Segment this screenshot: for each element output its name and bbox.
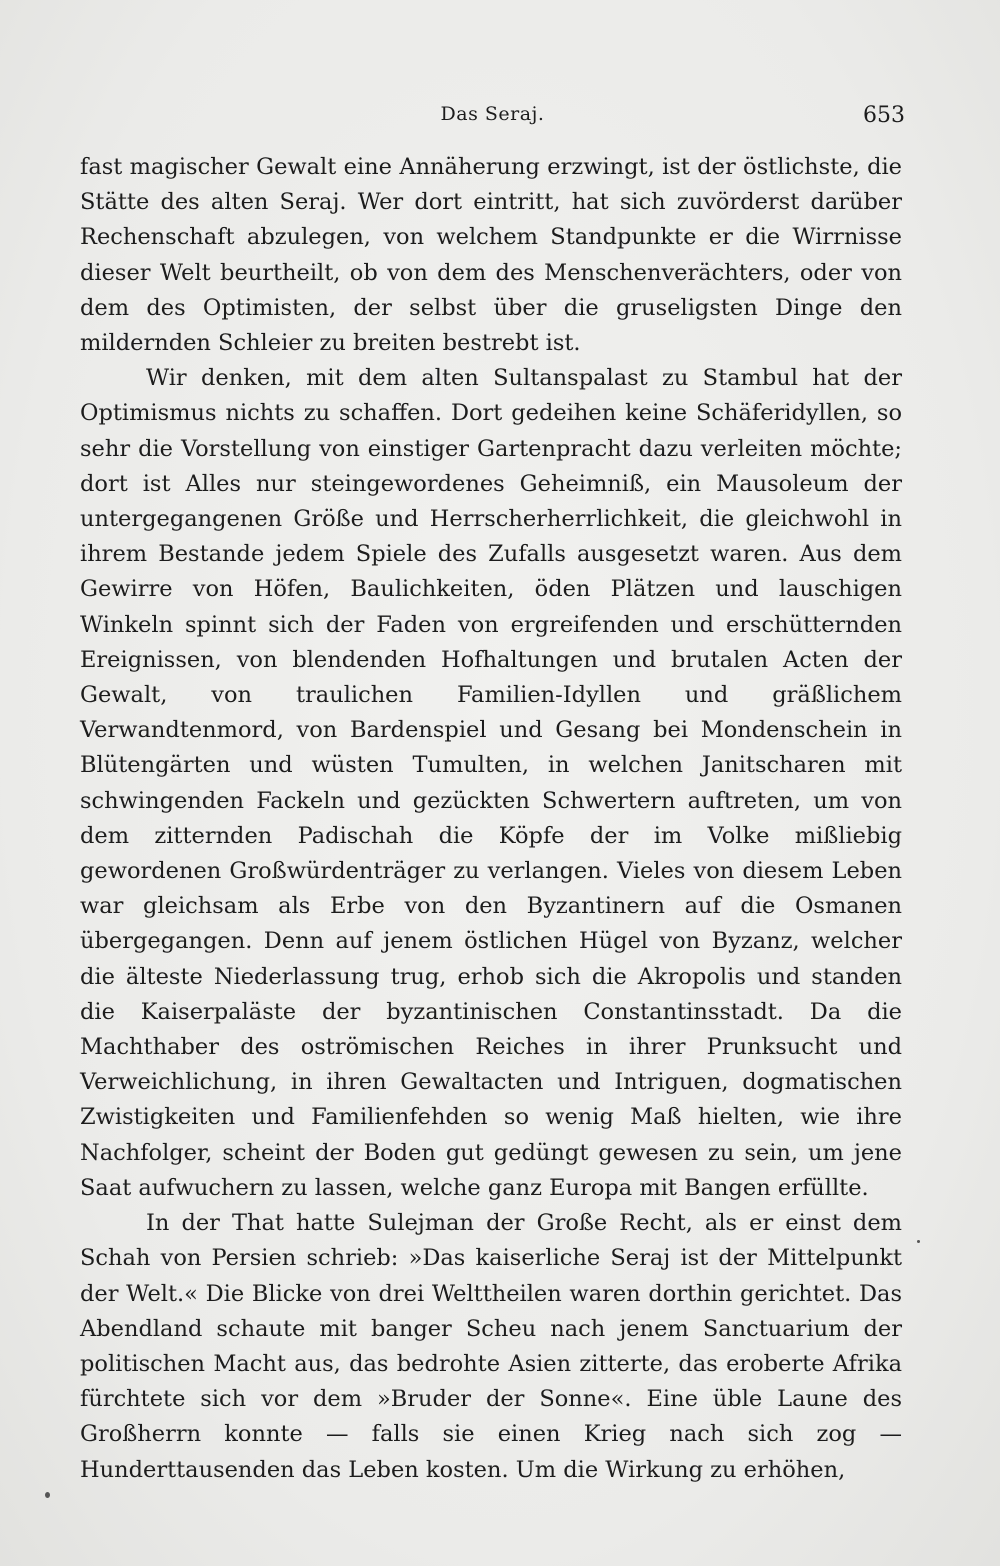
paragraph: In der That hatte Sulejman der Große Recht, als er einst dem Schah von Persien schrieb: »Das kaiserliche Seraj ist der Mittelpunkt der Welt.« Die Blicke von drei Welttheilen waren dorthin gerichtet. Das Abendland schaute mit banger Scheu nach jenem Sanctuarium der politischen Macht aus, das bedrohte Asien zitterte, das eroberte Afrika fürchtete sich vor dem »Bruder der Sonne«. Eine üble Laune des Großherrn konnte — falls sie einen Krieg nach sich zog — Hunderttausenden das Leben kosten. Um die Wirkung zu erhöhen,	[80, 1210, 902, 1483]
body-text	[80, 150, 902, 1488]
page-header	[80, 103, 905, 133]
paragraph: Wir denken, mit dem alten Sultanspalast zu Stambul hat der Optimismus nichts zu schaffen. Dort gedeihen keine Schäferidyllen, so sehr die Vorstellung von einstiger Gartenpracht dazu verleiten möchte; dort ist Alles nur steingewordenes Geheimniß, ein Mausoleum der untergegangenen Größe und Herrscherherrlichkeit, die gleichwohl in ihrem Bestande jedem Spiele des Zufalls ausgesetzt waren. Aus dem Gewirre von Höfen, Baulichkeiten, öden Plätzen und lauschigen Winkeln spinnt sich der Faden von ergreifenden und erschütternden Ereignissen, von blendenden Hofhaltungen und brutalen Acten der Gewalt, von traulichen Familien-Idyllen und gräßlichem Verwandtenmord, von Bardenspiel und Gesang bei Mondenschein in Blütengärten und wüsten Tumulten, in welchen Janitscharen mit schwingenden Fackeln und gezückten Schwertern auftreten, um von dem zitternden Padischah die Köpfe der im Volke mißliebig gewordenen Großwürdenträger zu verlangen. Vieles von diesem Leben war gleichsam als Erbe von den Byzantinern auf die Osmanen übergegangen. Denn auf jenem östlichen Hügel von Byzanz, welcher die älteste Niederlassung trug, erhob sich die Akropolis und standen die Kaiserpaläste der byzantinischen Constantinsstadt. Da die Machthaber des oströmischen Reiches in ihrer Prunksucht und Verweichlichung, in ihren Gewaltacten und Intriguen, dogmatischen Zwistigkeiten und Familienfehden so wenig Maß hielten, wie ihre Nachfolger, scheint der Boden gut gedüngt gewesen zu sein, um jene Saat aufwuchern zu lassen, welche ganz Europa mit Bangen erfüllte.	[80, 365, 902, 1201]
paper-speck	[917, 1240, 920, 1243]
paragraph: fast magischer Gewalt eine Annäherung erzwingt, ist der östlichste, die Stätte des alten Seraj. Wer dort eintritt, hat sich zuvörderst darüber Rechenschaft abzulegen, von welchem Standpunkte er die Wirrnisse dieser Welt beurtheilt, ob von dem des Menschenverächters, oder von dem des Optimisten, der selbst über die gruseligsten Dinge den mildernden Schleier zu breiten bestrebt ist.	[80, 154, 902, 357]
running-title: Das Seraj.	[440, 103, 545, 125]
paper-speck	[45, 1492, 50, 1498]
page-number: 653	[863, 103, 905, 128]
